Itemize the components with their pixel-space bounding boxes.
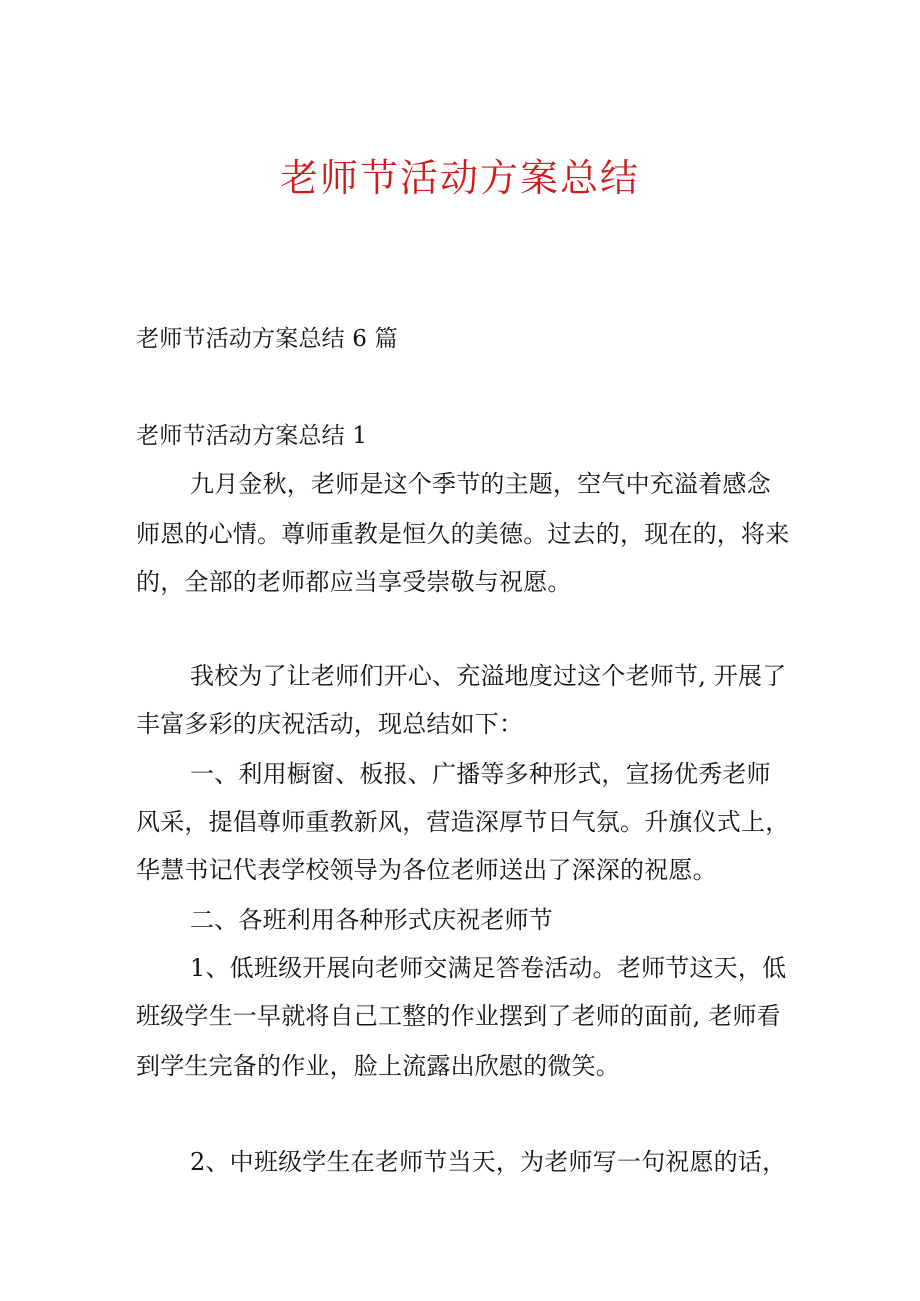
paragraph-line: 师恩的心情。尊师重教是恒久的美德。过去的，现在的，将来 bbox=[136, 520, 790, 548]
document-title: 老师节活动方案总结 bbox=[279, 156, 640, 200]
paragraph-line: 华慧书记代表学校领导为各位老师送出了深深的祝愿。 bbox=[136, 856, 717, 884]
paragraph-line: 风采，提倡尊师重教新风，营造深厚节日气氛。升旗仪式上， bbox=[136, 808, 790, 836]
paragraph-line: 我校为了让老师们开心、充溢地度过这个老师节, 开展了 bbox=[190, 662, 787, 690]
paragraph-line: 九月金秋，老师是这个季节的主题，空气中充溢着感念 bbox=[190, 470, 771, 498]
paragraph-line: 到学生完备的作业，脸上流露出欣慰的微笑。 bbox=[136, 1052, 620, 1080]
paragraph-line: 的，全部的老师都应当享受崇敬与祝愿。 bbox=[136, 568, 572, 596]
paragraph-line: 丰富多彩的庆祝活动，现总结如下： bbox=[136, 710, 524, 738]
paragraph-line: 二、各班利用各种形式庆祝老师节 bbox=[190, 906, 553, 934]
paragraph-line: 班级学生一早就将自己工整的作业摆到了老师的面前, 老师看 bbox=[136, 1002, 781, 1030]
section-heading: 老师节活动方案总结 1 bbox=[136, 423, 368, 449]
paragraph-line: 一、利用橱窗、板报、广播等多种形式，宣扬优秀老师 bbox=[190, 760, 771, 788]
paragraph-line: 1、低班级开展向老师交满足答卷活动。老师节这天，低 bbox=[190, 954, 787, 982]
document-subtitle: 老师节活动方案总结 6 篇 bbox=[136, 326, 398, 352]
paragraph-line: 2、中班级学生在老师节当天，为老师写一句祝愿的话， bbox=[190, 1148, 787, 1176]
